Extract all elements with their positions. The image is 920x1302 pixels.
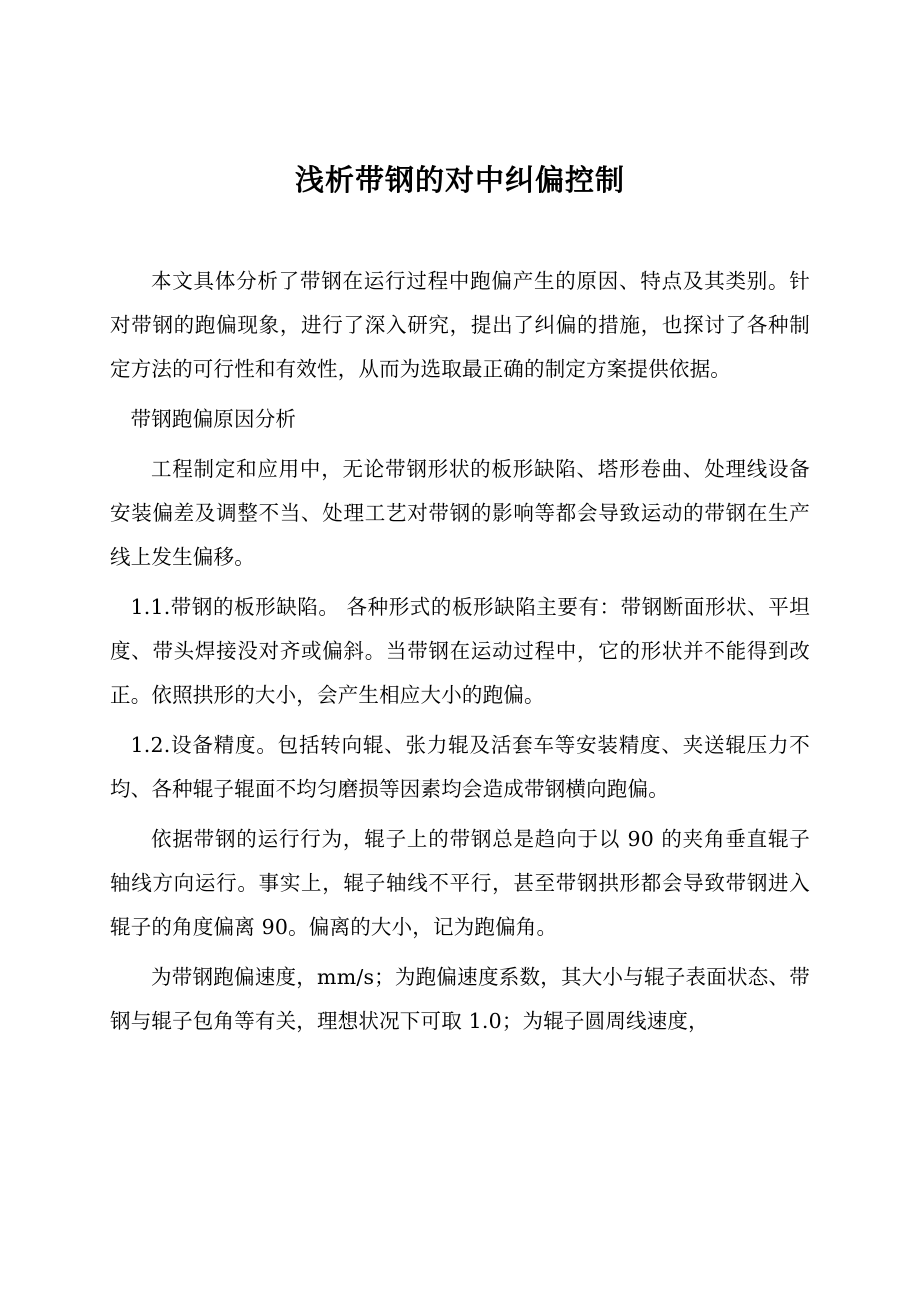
document-content (110, 0, 810, 1049)
paragraph-shape-defect: 1.1.带钢的板形缺陷。 各种形式的板形缺陷主要有：带钢断面形状、平坦度、带头焊接没对齐或偏斜。当带钢在运动过程中，它的形状并不能得到改正。依照拱形的大小，会产生相应大小的跑偏。 (110, 594, 810, 707)
paragraph-deviation-speed: 为带钢跑偏速度，mm/s；为跑偏速度系数，其大小与辊子表面状态、带钢与辊子包角等有关，理想状况下可取 1.0；为辊子圆周线速度， (110, 964, 810, 1033)
section-heading-causes: 带钢跑偏原因分析 (130, 406, 297, 431)
page-title: 浅析带钢的对中纠偏控制 (294, 163, 625, 197)
paragraph-engineering: 工程制定和应用中，无论带钢形状的板形缺陷、塔形卷曲、处理线设备安装偏差及调整不当、处理工艺对带钢的影响等都会导致运动的带钢在生产线上发生偏移。 (110, 456, 810, 569)
paragraph-running-behavior: 依据带钢的运行行为，辊子上的带钢总是趋向于以 90 的夹角垂直辊子轴线方向运行。事实上，辊子轴线不平行，甚至带钢拱形都会导致带钢进入辊子的角度偏离 90。偏离的大小，记为跑偏角。 (110, 826, 810, 939)
document-body (110, 259, 810, 1043)
paragraph-equipment-precision: 1.2.设备精度。包括转向辊、张力辊及活套车等安装精度、夹送辊压力不均、各种辊子辊面不均匀磨损等因素均会造成带钢横向跑偏。 (110, 732, 810, 801)
paragraph-abstract: 本文具体分析了带钢在运行过程中跑偏产生的原因、特点及其类别。针对带钢的跑偏现象，进行了深入研究，提出了纠偏的措施，也探讨了各种制定方法的可行性和有效性，从而为选取最正确的制定方案提供依据。 (110, 268, 810, 381)
